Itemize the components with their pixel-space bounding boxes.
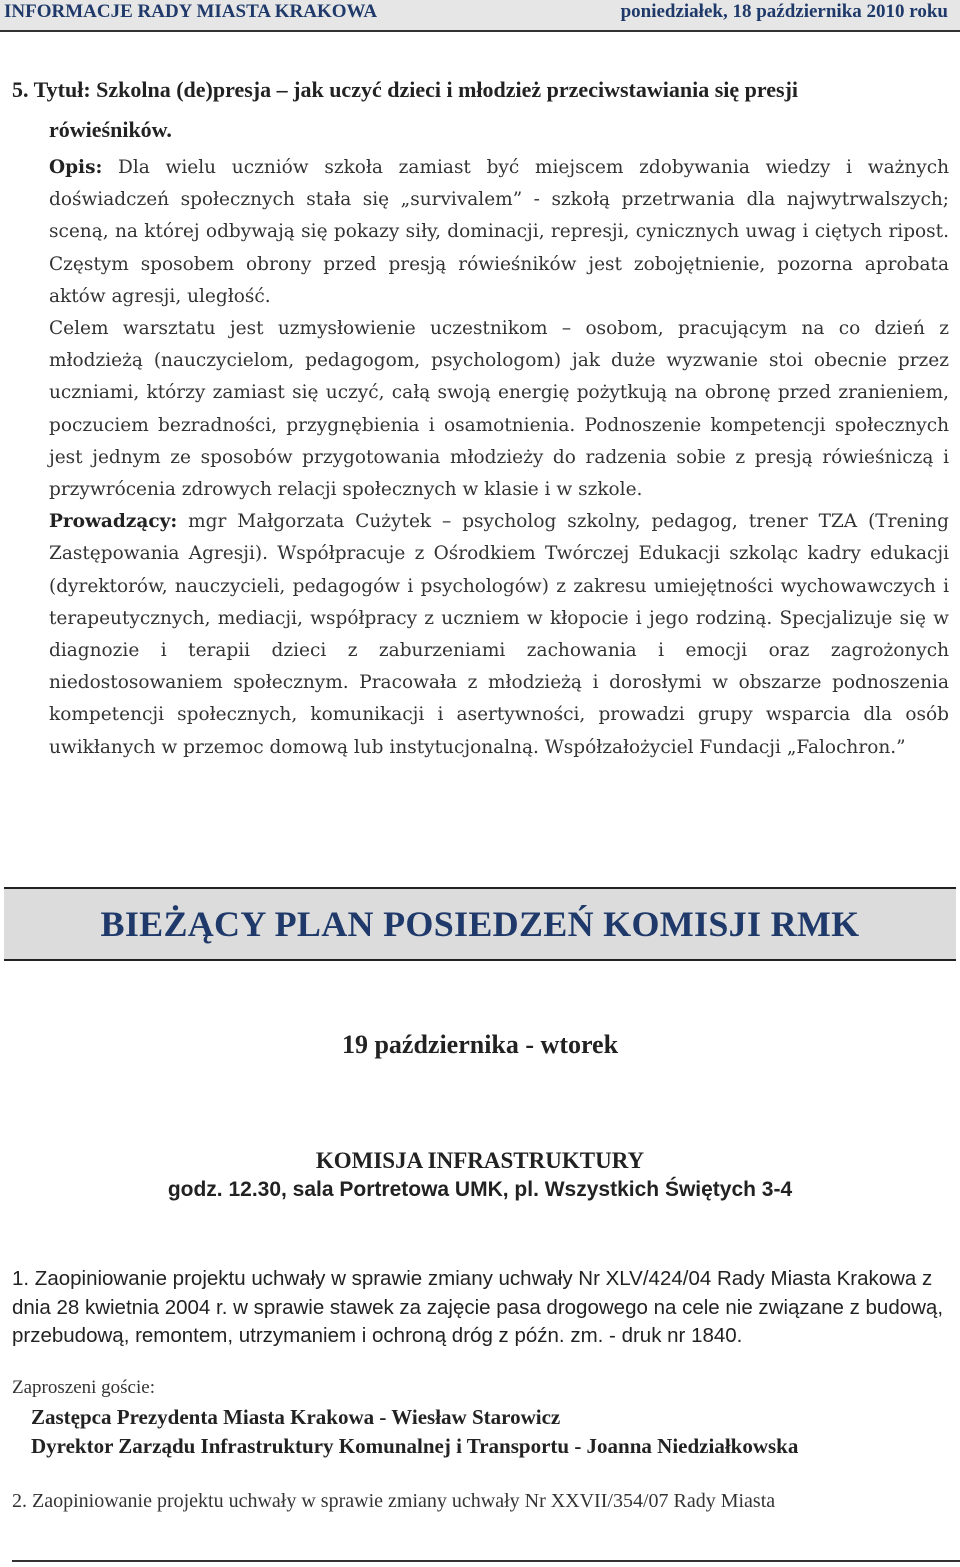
page-header [0, 0, 960, 32]
item-5-description [49, 152, 949, 764]
issue-date: poniedziałek, 18 października 2010 roku [620, 1, 948, 22]
session-date: 19 października - wtorek [341, 1030, 619, 1059]
item-5-title [12, 70, 947, 150]
guest-item: Zastępca Prezydenta Miasta Krakowa - Wiesław Starowicz [31, 1405, 561, 1429]
cel-paragraph: Celem warsztatu jest uzmysłowienie uczestnikom – osobom, pracującym na co dzień z młodzieżą (nauczycielom, pedagogom, psychologom) jak duże wyzwanie stoi obecnie przez uczniami, którzy zamiast się uczyć, całą swoją energię pożytkują na obronę przed zranieniem, poczuciem bezradności, przygnębienia i osamotnienia. Podnoszenie kompetencji społecznych jest jednym ze sposobów przygotowania młodzieży do radzenia sobie z presją rówieśniczą i przywrócenia zdrowych relacji społecznych w klasie i w szkole. [49, 318, 949, 501]
commission-name: KOMISJA INFRASTRUKTURY [315, 1148, 645, 1173]
session-time-place: godz. 12.30, sala Portretowa UMK, pl. Wszystkich Świętych 3-4 [167, 1178, 793, 1201]
section-banner [4, 887, 956, 961]
agenda-item-1: 1. Zaopiniowanie projektu uchwały w sprawie zmiany uchwały Nr XLV/424/04 Rady Miasta Krakowa z dnia 28 kwietnia 2004 r. w sprawie stawek za zajęcie pasa drogowego na cele nie związane z budową, przebudową, remontem, utrzymaniem i ochroną dróg z późn. zm. - druk nr 1840. [12, 1267, 944, 1347]
agenda-item-2: 2. Zaopiniowanie projektu uchwały w sprawie zmiany uchwały Nr XXVII/354/07 Rady Miasta [12, 1490, 776, 1512]
item-5-title-line2: rówieśników. [49, 117, 172, 142]
item-5-title-line1: 5. Tytuł: Szkolna (de)presja – jak uczyć dzieci i młodzież przeciwstawiania się presji [12, 77, 799, 102]
publication-title: INFORMACJE RADY MIASTA KRAKOWA [4, 1, 378, 22]
banner-title: BIEŻĄCY PLAN POSIEDZEŃ KOMISJI RMK [100, 904, 860, 944]
guest-item: Dyrektor Zarządu Infrastruktury Komunalnej i Transportu - Joanna Niedziałkowska [31, 1434, 799, 1458]
opis-text: Dla wielu uczniów szkoła zamiast być miejscem zdobywania wiedzy i ważnych doświadczeń społecznych stała się „survivalem” - szkołą przetrwania dla najwytrwalszych; sceną, na której odbywają się pokazy siły, dominacji, represji, cynicznych uwag i ciętych ripost. Częstym sposobem obrony przed presją rówieśników jest zobojętnienie, pozorna aprobata aktów agresji, uległość. [49, 157, 949, 307]
footer-rule [12, 1560, 960, 1562]
prowadzacy-paragraph [49, 506, 949, 764]
prowadzacy-label: Prowadzący: [49, 511, 178, 533]
opis-label: Opis: [49, 157, 103, 178]
header-rule [0, 30, 960, 32]
opis-paragraph [49, 152, 949, 313]
prowadzacy-text: mgr Małgorzata Cużytek – psycholog szkolny, pedagog, trener TZA (Trening Zastępowania Agresji). Współpracuje z Ośrodkiem Twórczej Edukacji szkoląc kadry edukacji (dyrektorów, nauczycieli, pedagogów i psychologów) z zakresu umiejętności wychowawczych i terapeutycznych, mediacji, współpracy z uczniem w kłopocie i jego rodziną. Specjalizuje się w diagnozie i terapii dzieci z zaburzeniami zachowania i emocji oraz zagrożonych niedostosowaniem społecznym. Pracowała z młodzieżą i dorosłymi w obszarze podnoszenia kompetencji społecznych, komunikacji i asertywności, prowadzi grupy wsparcia dla osób uwikłanych w przemoc domową lub instytucjonalną. Współzałożyciel Fundacji „Falochron.” [49, 511, 950, 758]
guests-label: Zaproszeni goście: [12, 1377, 155, 1398]
